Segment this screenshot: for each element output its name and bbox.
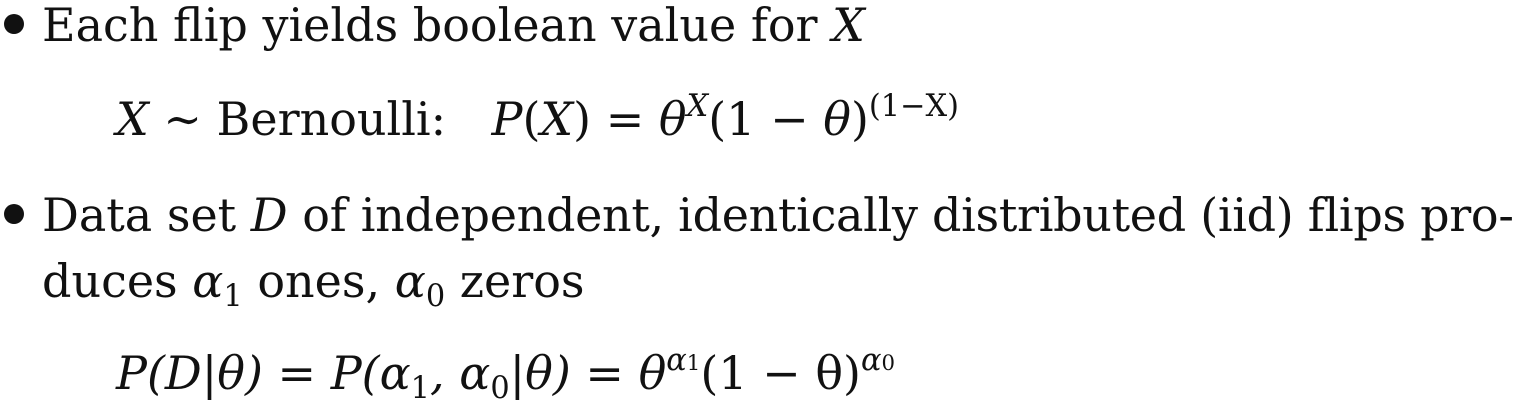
eq2-part2: , α [430,346,491,400]
eq1-X: X [540,92,574,146]
eq1-tilde: ∼ [163,92,202,146]
bullet-2-b: of independent, identically distributed (iid) flips pro- [302,188,1514,242]
eq2-exp-alpha1: α [666,343,687,379]
eq1-theta2: θ [823,92,851,146]
eq1-theta: θ [658,92,687,146]
eq2-part4: (1 − θ) [700,346,861,400]
eq1-exponent: (1−X) [868,89,959,125]
variable-d: D [250,188,288,242]
alpha-0-sub: 0 [425,278,446,314]
eq1-factor: (1 − [708,92,809,146]
bullet-dot [4,204,24,224]
variable-x: X [832,0,865,52]
alpha-0: α [394,254,426,308]
eq2-sub1: 1 [410,370,430,406]
eq1-dist: Bernoulli: [216,92,447,146]
eq2-exp-alpha0-sub: 0 [881,351,895,377]
eq1-equals: = [605,92,645,146]
bullet-1-line: Each flip yields boolean value for [42,0,818,52]
bernoulli-equation [116,89,959,146]
likelihood-equation [116,343,895,406]
bullet-1-text [42,0,865,52]
eq1-P: P [491,92,523,146]
eq1-lhs: X [116,92,149,146]
eq2-part1: P(D|θ) = P(α [116,346,411,400]
eq1-close2: ) [850,92,869,146]
eq2-exp-alpha0: α [860,343,882,379]
bullet-2-zeros: zeros [459,254,585,308]
bullet-2-a: Data set [42,188,237,242]
bullet-dot [4,14,24,34]
eq2-sub0: 0 [490,370,510,406]
bullet-2-ones: ones, [257,254,381,308]
eq1-close: ) [573,92,592,146]
eq2-part3: |θ) = θ [509,346,667,400]
bullet-2-text-line1 [42,188,1514,242]
alpha-1: α [192,254,224,308]
bullet-2-text-line2 [42,254,585,314]
eq2-exp-alpha1-sub: 1 [686,351,701,377]
bullet-2-duces: duces [42,254,178,308]
alpha-1-sub: 1 [223,278,243,314]
eq1-sup-x: X [686,89,709,125]
eq1-open: ( [522,92,541,146]
